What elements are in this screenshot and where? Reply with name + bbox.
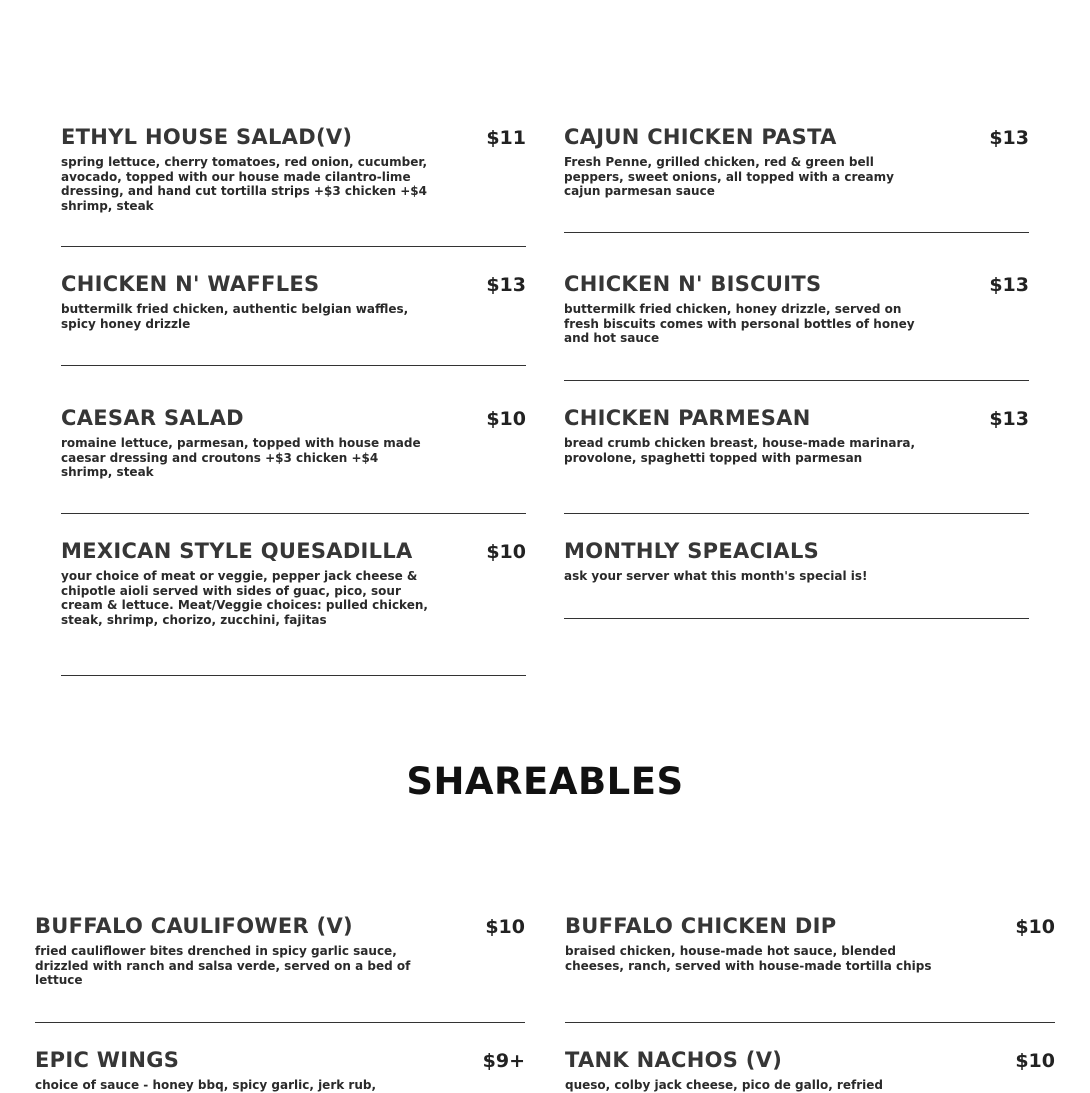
item-price: $13 [989, 127, 1029, 149]
divider [61, 675, 526, 676]
divider [61, 365, 526, 366]
item-price: $10 [1015, 1050, 1055, 1072]
item-price: $10 [1015, 916, 1055, 938]
item-description: ask your server what this month's special is! [564, 569, 868, 583]
menu-item [35, 914, 525, 988]
menu-item [61, 125, 526, 213]
item-description: queso, colby jack cheese, pico de gallo, refried [565, 1078, 883, 1092]
menu-item [61, 539, 526, 627]
item-description: buttermilk fried chicken, authentic belgian waffles, spicy honey drizzle [61, 302, 409, 331]
item-description: spring lettuce, cherry tomatoes, red onion, cucumber, avocado, topped with our house made cilantro-lime dressing, and hand cut tortilla strips +$3 chicken +$4 shrimp, steak [61, 155, 428, 213]
item-price: $10 [486, 541, 526, 563]
item-name: MONTHLY SPEACIALS [564, 539, 820, 563]
divider [564, 513, 1029, 514]
item-name: BUFFALO CHICKEN DIP [565, 914, 837, 938]
menu-item [61, 406, 526, 480]
item-description: choice of sauce - honey bbq, spicy garlic, jerk rub, [35, 1078, 377, 1092]
menu-item [564, 272, 1029, 346]
item-description: fried cauliflower bites drenched in spicy garlic sauce, drizzled with ranch and salsa verde, served on a bed of lettuce [35, 944, 411, 987]
item-name: ETHYL HOUSE SALAD(V) [61, 125, 353, 149]
section-title-shareables: SHAREABLES [406, 760, 684, 803]
divider [564, 232, 1029, 233]
item-price: $10 [486, 408, 526, 430]
menu-item [61, 272, 526, 331]
item-name: MEXICAN STYLE QUESADILLA [61, 539, 413, 563]
menu-item [564, 539, 1029, 584]
item-description: buttermilk fried chicken, honey drizzle, served on fresh biscuits comes with personal bottles of honey and hot sauce [564, 302, 915, 345]
item-name: CHICKEN PARMESAN [564, 406, 811, 430]
menu-item [35, 1048, 525, 1093]
menu-item [564, 406, 1029, 465]
item-description: your choice of meat or veggie, pepper jack cheese & chipotle aioli served with sides of guac, pico, sour cream & lettuce. Meat/Veggie choices: pulled chicken, steak, shrimp, chorizo, zucchini, fajitas [61, 569, 428, 627]
divider [565, 1022, 1055, 1023]
divider [564, 380, 1029, 381]
item-price: $9+ [482, 1050, 525, 1072]
item-name: CAJUN CHICKEN PASTA [564, 125, 837, 149]
item-price: $13 [486, 274, 526, 296]
divider [35, 1022, 525, 1023]
item-price: $13 [989, 408, 1029, 430]
item-name: CHICKEN N' BISCUITS [564, 272, 822, 296]
item-name: CAESAR SALAD [61, 406, 244, 430]
menu-item [565, 914, 1055, 973]
item-name: CHICKEN N' WAFFLES [61, 272, 320, 296]
item-name: TANK NACHOS (V) [565, 1048, 783, 1072]
divider [61, 513, 526, 514]
item-description: Fresh Penne, grilled chicken, red & green bell peppers, sweet onions, all topped with a creamy cajun parmesan sauce [564, 155, 894, 198]
menu-item [565, 1048, 1055, 1093]
divider [564, 618, 1029, 619]
item-price: $13 [989, 274, 1029, 296]
item-price: $10 [485, 916, 525, 938]
item-name: EPIC WINGS [35, 1048, 180, 1072]
item-price: $11 [486, 127, 526, 149]
item-description: braised chicken, house-made hot sauce, blended cheeses, ranch, served with house-made tortilla chips [565, 944, 932, 973]
item-description: bread crumb chicken breast, house-made marinara, provolone, spaghetti topped with parmesan [564, 436, 916, 465]
item-description: romaine lettuce, parmesan, topped with house made caesar dressing and croutons +$3 chicken +$4 shrimp, steak [61, 436, 421, 479]
item-name: BUFFALO CAULIFOWER (V) [35, 914, 353, 938]
menu-item [564, 125, 1029, 199]
divider [61, 246, 526, 247]
